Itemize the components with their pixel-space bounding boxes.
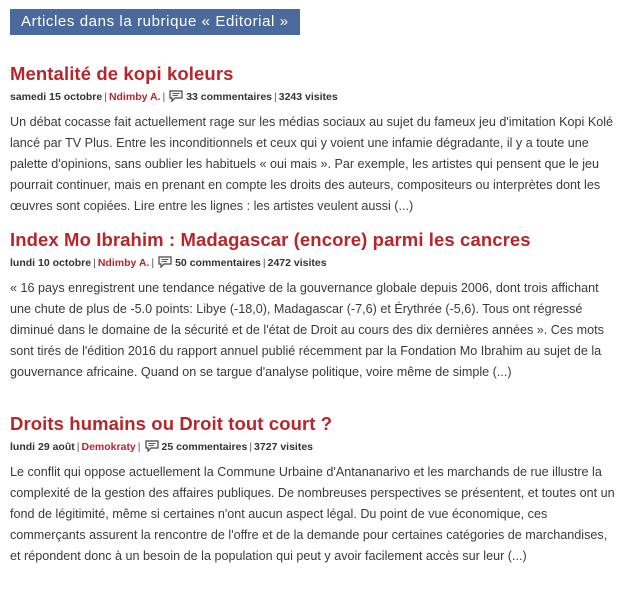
- article-item: [10, 412, 616, 567]
- meta-separator: |: [104, 91, 107, 103]
- meta-separator: |: [137, 441, 141, 453]
- meta-separator: |: [249, 441, 253, 453]
- section-banner: [10, 9, 300, 35]
- article-comment-count[interactable]: 33 commentaires: [186, 91, 272, 103]
- speech-bubble-icon: [145, 440, 159, 452]
- article-excerpt: Un débat cocasse fait actuellement rage sur les médias sociaux au sujet du fameux jeu d'imitation Kopi Kolé lancé par TV Plus. Entre les inconditionnels et ceux qui y voient une infamie dégradante, il y a toute une palette d'opinions, sans oublier les habituels « oui mais ». Par exemple, les artistes qui pensent que le jeu pourrait continuer, mais en prenant en compte les droits des auteurs, compositeurs ou interprètes dont les œuvres sont copiées. Lire entre les lignes : les artistes veulent aussi (...): [10, 115, 614, 213]
- article-date: samedi 15 octobre: [10, 91, 103, 103]
- meta-separator: |: [162, 91, 166, 103]
- article-visit-count: 2472 visites: [267, 257, 327, 269]
- article-title-link[interactable]: Mentalité de kopi koleurs: [10, 63, 234, 84]
- article-date: lundi 10 octobre: [10, 257, 92, 269]
- article-author-link[interactable]: Demokraty: [81, 441, 136, 453]
- meta-separator: |: [262, 257, 266, 269]
- article-comment-count[interactable]: 50 commentaires: [175, 257, 261, 269]
- article-item: [10, 62, 616, 217]
- meta-separator: |: [76, 441, 80, 453]
- article-meta: [10, 438, 616, 456]
- section-banner-label: Articles dans la rubrique « Editorial »: [21, 13, 289, 30]
- meta-separator: |: [93, 257, 96, 269]
- meta-separator: |: [274, 91, 277, 103]
- article-author-link[interactable]: Ndimby A.: [108, 91, 161, 103]
- article-visit-count: 3243 visites: [278, 91, 338, 103]
- meta-separator: |: [151, 257, 155, 269]
- article-visit-count: 3727 visites: [254, 441, 314, 453]
- article-comment-count[interactable]: 25 commentaires: [161, 441, 248, 453]
- article-excerpt: « 16 pays enregistrent une tendance négative de la gouvernance globale depuis 2006, dont trois affichant une chute de plus de -5.0 points: Libye (-18,0), Madagascar (-7,6) et Érythrée (-5,6). Tous ont régressé diminué dans le domaine de la sécurité et de l'état de Droit au cours des dix dernières années ». Ces mots sont tirés de l'édition 2016 du rapport annuel publié récemment par la Fondation Mo Ibrahim au sujet de la gouvernance africaine. Quand on se targue d'analyse politique, voire même de simple (...): [10, 281, 604, 379]
- article-excerpt: Le conflit qui oppose actuellement la Commune Urbaine d'Antananarivo et les marchands de rue illustre la complexité de la gestion des affaires publiques. De nombreuses perspectives se présentent, et toutes ont un fond de légitimité, même si certaines n'ont aucun aspect légal. Du point de vue économique, ces commerçants assurent la rencontre de l'offre et de la demande pour certaines catégories de marchandises, et répondent donc à un besoin de la population qui peut y avoir facilement accès sur leur (...): [10, 465, 615, 563]
- article-item: [10, 228, 616, 383]
- speech-bubble-icon: [158, 256, 172, 268]
- article-meta: [10, 88, 616, 106]
- article-date: lundi 29 août: [10, 441, 75, 453]
- article-title-link[interactable]: Index Mo Ibrahim : Madagascar (encore) parmi les cancres: [10, 229, 531, 250]
- speech-bubble-icon: [169, 90, 183, 102]
- article-title-link[interactable]: Droits humains ou Droit tout court ?: [10, 413, 333, 434]
- article-meta: [10, 254, 616, 272]
- article-author-link[interactable]: Ndimby A.: [97, 257, 150, 269]
